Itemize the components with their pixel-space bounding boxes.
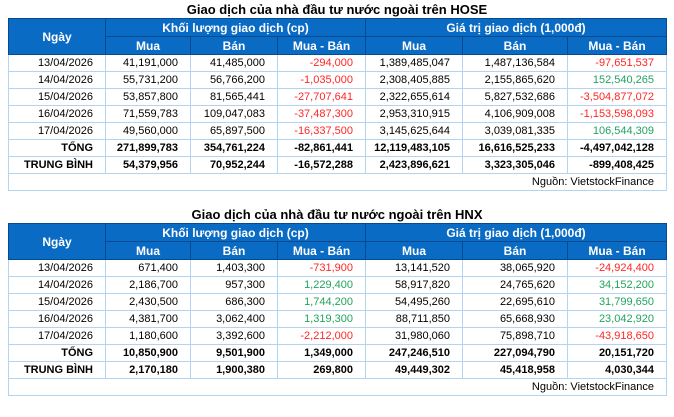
sell-value-cell: 1,487,136,584 xyxy=(463,55,568,72)
date-cell: 15/04/2026 xyxy=(9,294,106,311)
net-value-cell: 20,151,720 xyxy=(568,345,667,362)
source-text: Nguồn: VietstockFinance xyxy=(9,379,667,396)
net-volume-cell: 1,319,300 xyxy=(278,311,366,328)
hnx-table-body xyxy=(9,260,667,396)
column-header-sell-volume: Bán xyxy=(191,242,278,260)
date-cell: 13/04/2026 xyxy=(9,55,106,72)
sell-value-cell: 4,106,909,008 xyxy=(463,106,568,123)
row-label-cell: TỔNG xyxy=(9,345,106,362)
row-label-cell: TRUNG BÌNH xyxy=(9,362,106,379)
table-row xyxy=(9,55,667,72)
net-value-cell: -899,408,425 xyxy=(568,157,667,174)
buy-volume-cell: 2,430,500 xyxy=(106,294,191,311)
hose-section xyxy=(0,0,674,191)
date-cell: 16/04/2026 xyxy=(9,106,106,123)
buy-value-cell: 2,308,405,885 xyxy=(366,72,463,89)
sell-volume-cell: 109,047,083 xyxy=(191,106,278,123)
net-value-cell: 23,042,920 xyxy=(568,311,667,328)
buy-value-cell: 2,953,310,915 xyxy=(366,106,463,123)
hose-table-header xyxy=(9,19,667,55)
buy-value-cell: 88,711,850 xyxy=(366,311,463,328)
sell-volume-cell: 70,952,244 xyxy=(191,157,278,174)
sell-value-cell: 227,094,790 xyxy=(463,345,568,362)
sell-volume-cell: 1,900,380 xyxy=(191,362,278,379)
buy-value-cell: 31,980,060 xyxy=(366,328,463,345)
buy-value-cell: 2,423,896,621 xyxy=(366,157,463,174)
average-row xyxy=(9,362,667,379)
sell-value-cell: 2,155,865,620 xyxy=(463,72,568,89)
net-value-cell: 31,799,650 xyxy=(568,294,667,311)
hose-table xyxy=(8,18,667,191)
sell-value-cell: 65,668,930 xyxy=(463,311,568,328)
sell-volume-cell: 3,392,600 xyxy=(191,328,278,345)
column-header-net-volume: Mua - Bán xyxy=(278,37,366,55)
date-cell: 14/04/2026 xyxy=(9,72,106,89)
buy-value-cell: 2,322,655,614 xyxy=(366,89,463,106)
net-value-cell: -24,924,400 xyxy=(568,260,667,277)
table-row xyxy=(9,89,667,106)
net-value-cell: -1,153,598,093 xyxy=(568,106,667,123)
net-volume-cell: 1,744,200 xyxy=(278,294,366,311)
date-cell: 17/04/2026 xyxy=(9,123,106,140)
sell-value-cell: 45,418,958 xyxy=(463,362,568,379)
row-label-cell: TRUNG BÌNH xyxy=(9,157,106,174)
column-header-sell-value: Bán xyxy=(463,37,568,55)
column-header-date: Ngày xyxy=(9,224,106,260)
column-header-buy-value: Mua xyxy=(366,242,463,260)
buy-value-cell: 58,917,820 xyxy=(366,277,463,294)
sell-value-cell: 24,765,620 xyxy=(463,277,568,294)
net-value-cell: 152,540,265 xyxy=(568,72,667,89)
net-value-cell: 106,544,309 xyxy=(568,123,667,140)
column-header-buy-volume: Mua xyxy=(106,37,191,55)
hnx-table-header xyxy=(9,224,667,260)
net-value-cell: -97,651,537 xyxy=(568,55,667,72)
table-row xyxy=(9,260,667,277)
column-group-volume: Khối lượng giao dịch (cp) xyxy=(106,224,366,242)
net-volume-cell: -731,900 xyxy=(278,260,366,277)
buy-volume-cell: 2,186,700 xyxy=(106,277,191,294)
source-text: Nguồn: VietstockFinance xyxy=(9,174,667,191)
source-row xyxy=(9,379,667,396)
sell-volume-cell: 354,761,224 xyxy=(191,140,278,157)
buy-volume-cell: 671,400 xyxy=(106,260,191,277)
buy-value-cell: 12,119,483,105 xyxy=(366,140,463,157)
column-header-net-volume: Mua - Bán xyxy=(278,242,366,260)
sell-value-cell: 22,695,610 xyxy=(463,294,568,311)
row-label-cell: TỔNG xyxy=(9,140,106,157)
hose-table-body xyxy=(9,55,667,191)
net-volume-cell: -16,572,288 xyxy=(278,157,366,174)
buy-volume-cell: 10,850,900 xyxy=(106,345,191,362)
column-header-sell-volume: Bán xyxy=(191,37,278,55)
sell-value-cell: 38,065,920 xyxy=(463,260,568,277)
sell-volume-cell: 41,485,000 xyxy=(191,55,278,72)
sell-volume-cell: 56,766,200 xyxy=(191,72,278,89)
table-row xyxy=(9,294,667,311)
column-group-value: Giá trị giao dịch (1,000đ) xyxy=(366,224,667,242)
column-header-net-value: Mua - Bán xyxy=(568,242,667,260)
buy-volume-cell: 4,381,700 xyxy=(106,311,191,328)
buy-volume-cell: 1,180,600 xyxy=(106,328,191,345)
buy-volume-cell: 54,379,956 xyxy=(106,157,191,174)
net-value-cell: -43,918,650 xyxy=(568,328,667,345)
net-volume-cell: -2,212,000 xyxy=(278,328,366,345)
net-volume-cell: -1,035,000 xyxy=(278,72,366,89)
date-cell: 17/04/2026 xyxy=(9,328,106,345)
net-volume-cell: -16,337,500 xyxy=(278,123,366,140)
table-row xyxy=(9,277,667,294)
average-row xyxy=(9,157,667,174)
column-header-buy-volume: Mua xyxy=(106,242,191,260)
hnx-table-title: Giao dịch của nhà đầu tư nước ngoài trên HNX xyxy=(191,207,483,222)
total-row xyxy=(9,140,667,157)
net-value-cell: 34,152,200 xyxy=(568,277,667,294)
date-cell: 15/04/2026 xyxy=(9,89,106,106)
sell-volume-cell: 3,062,400 xyxy=(191,311,278,328)
net-value-cell: 4,030,344 xyxy=(568,362,667,379)
net-value-cell: -4,497,042,128 xyxy=(568,140,667,157)
net-volume-cell: -27,707,641 xyxy=(278,89,366,106)
net-value-cell: -3,504,877,072 xyxy=(568,89,667,106)
buy-volume-cell: 271,899,783 xyxy=(106,140,191,157)
hose-table-title: Giao dịch của nhà đầu tư nước ngoài trên HOSE xyxy=(186,2,488,17)
table-row xyxy=(9,123,667,140)
date-cell: 13/04/2026 xyxy=(9,260,106,277)
buy-volume-cell: 53,857,800 xyxy=(106,89,191,106)
table-row xyxy=(9,311,667,328)
hnx-section xyxy=(0,205,674,396)
sell-value-cell: 16,616,525,233 xyxy=(463,140,568,157)
source-row xyxy=(9,174,667,191)
net-volume-cell: -294,000 xyxy=(278,55,366,72)
buy-volume-cell: 49,560,000 xyxy=(106,123,191,140)
buy-volume-cell: 71,559,783 xyxy=(106,106,191,123)
buy-value-cell: 1,389,485,047 xyxy=(366,55,463,72)
buy-volume-cell: 2,170,180 xyxy=(106,362,191,379)
net-volume-cell: -37,487,300 xyxy=(278,106,366,123)
buy-value-cell: 3,145,625,644 xyxy=(366,123,463,140)
sell-value-cell: 5,827,532,686 xyxy=(463,89,568,106)
buy-volume-cell: 41,191,000 xyxy=(106,55,191,72)
column-header-buy-value: Mua xyxy=(366,37,463,55)
sell-volume-cell: 65,897,500 xyxy=(191,123,278,140)
column-header-date: Ngày xyxy=(9,19,106,55)
sell-volume-cell: 686,300 xyxy=(191,294,278,311)
column-header-sell-value: Bán xyxy=(463,242,568,260)
sell-value-cell: 3,323,305,046 xyxy=(463,157,568,174)
net-volume-cell: -82,861,441 xyxy=(278,140,366,157)
sell-value-cell: 75,898,710 xyxy=(463,328,568,345)
date-cell: 16/04/2026 xyxy=(9,311,106,328)
buy-value-cell: 247,246,510 xyxy=(366,345,463,362)
sell-value-cell: 3,039,081,335 xyxy=(463,123,568,140)
column-group-volume: Khối lượng giao dịch (cp) xyxy=(106,19,366,37)
sell-volume-cell: 9,501,900 xyxy=(191,345,278,362)
net-volume-cell: 1,229,400 xyxy=(278,277,366,294)
buy-value-cell: 13,141,520 xyxy=(366,260,463,277)
sell-volume-cell: 81,565,441 xyxy=(191,89,278,106)
buy-value-cell: 54,495,260 xyxy=(366,294,463,311)
table-row xyxy=(9,72,667,89)
net-volume-cell: 1,349,000 xyxy=(278,345,366,362)
buy-value-cell: 49,449,302 xyxy=(366,362,463,379)
sell-volume-cell: 957,300 xyxy=(191,277,278,294)
column-group-value: Giá trị giao dịch (1,000đ) xyxy=(366,19,667,37)
date-cell: 14/04/2026 xyxy=(9,277,106,294)
table-row xyxy=(9,106,667,123)
hnx-table xyxy=(8,223,667,396)
net-volume-cell: 269,800 xyxy=(278,362,366,379)
total-row xyxy=(9,345,667,362)
table-row xyxy=(9,328,667,345)
column-header-net-value: Mua - Bán xyxy=(568,37,667,55)
buy-volume-cell: 55,731,200 xyxy=(106,72,191,89)
sell-volume-cell: 1,403,300 xyxy=(191,260,278,277)
